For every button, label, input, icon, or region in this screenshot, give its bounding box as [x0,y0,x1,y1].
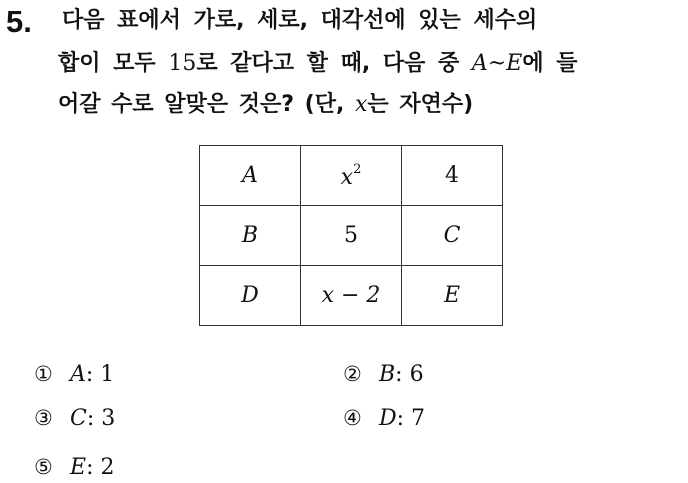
table-cell: 5 [301,206,402,266]
question-text-line-3 [58,88,473,122]
question-text-part: 어갈 수로 알맞은 것은? (단, [58,92,355,117]
table-cell: D [200,266,301,326]
question-text-part: 는 자연수) [367,92,474,117]
choice-2[interactable] [343,359,424,390]
choice-1[interactable] [34,359,114,390]
cell-exponent: 2 [353,161,362,177]
cell-base: x [340,164,354,190]
choice-variable: B [379,362,396,387]
choice-value: : 2 [86,455,115,480]
table-cell [301,146,402,206]
question-text-part: 에 들 [522,51,578,76]
table-cell [301,266,402,326]
table-row [200,206,503,266]
question-number-value: 15 [168,51,197,76]
question-text-part: 로 같다고 할 때, 다음 중 [196,51,472,76]
table-row [200,146,503,206]
table-cell: 4 [402,146,503,206]
choice-4[interactable] [343,403,425,434]
variable-range: A~E [471,51,523,76]
choice-variable: D [379,406,397,431]
choice-marker: ② [343,362,362,386]
choice-3[interactable] [34,403,115,434]
variable-x: x [355,92,368,117]
choice-value: : 7 [396,406,426,431]
table-cell: E [402,266,503,326]
choice-marker: ③ [34,406,53,430]
table-cell: C [402,206,503,266]
magic-square-table [199,145,503,326]
choice-marker: ① [34,362,53,386]
choice-variable: E [70,455,87,480]
choice-value: : 6 [395,362,424,387]
question-text-line-2 [58,47,577,81]
table-row [200,266,503,326]
choice-variable: C [70,406,87,431]
question-text-line-1: 다음 표에서 가로, 세로, 대각선에 있는 세수의 [62,8,538,33]
question-text-part: 합이 모두 [58,51,169,76]
table-cell: A [200,146,301,206]
choice-marker: ④ [343,406,362,430]
choice-marker: ⑤ [34,455,53,479]
table-cell: B [200,206,301,266]
choice-value: : 1 [85,362,115,387]
question-number: 5. [6,4,32,39]
choice-variable: A [70,362,86,387]
choice-5[interactable] [34,452,114,483]
choice-value: : 3 [86,406,116,431]
cell-expression: x − 2 [321,283,381,308]
